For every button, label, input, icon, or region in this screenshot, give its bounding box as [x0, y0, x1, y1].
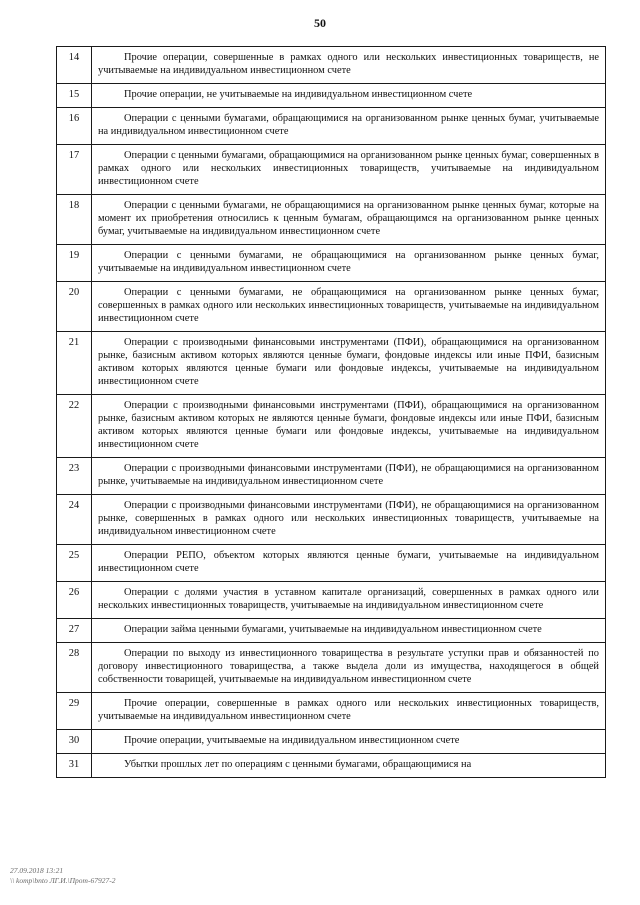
- table-row: [57, 47, 606, 84]
- row-text: Операции с производными финансовыми инструментами (ПФИ), не обращающимися на организованном рынке, совершенных в рамках одного или нескольких инвестиционных товариществ, учитываемые на индивидуальном инвестиционном счете: [98, 500, 599, 537]
- row-number: 20: [57, 282, 92, 332]
- row-text-cell: [92, 84, 606, 108]
- row-number: 19: [57, 245, 92, 282]
- row-text: Убытки прошлых лет по операциям с ценными бумагами, обращающимися на: [124, 759, 472, 770]
- row-number: 16: [57, 108, 92, 145]
- row-text-cell: [92, 545, 606, 582]
- table-row: [57, 245, 606, 282]
- row-number: 23: [57, 458, 92, 495]
- row-text-cell: [92, 619, 606, 643]
- row-number: 18: [57, 195, 92, 245]
- row-text: Операции с ценными бумагами, не обращающимися на организованном рынке ценных бумаг, которые на момент их приобретения относились к ценным бумагам, обращающимся на организованном рынке ценных бумаг, учитываемые на индивидуальном инвестиционном счете: [98, 200, 599, 237]
- page-number: 50: [314, 16, 326, 30]
- table-row: [57, 582, 606, 619]
- row-number: 28: [57, 643, 92, 693]
- row-number: 24: [57, 495, 92, 545]
- table-row: [57, 619, 606, 643]
- row-text-cell: [92, 145, 606, 195]
- row-text: Операции с производными финансовыми инструментами (ПФИ), обращающимися на организованном рынке, базисным активом которых являются ценные бумаги, фондовые индексы или иные ПФИ, базисным активом которых являются ценные бумаги или фондовые индексы, учитываемые на индивидуальном инвестиционном счете: [98, 337, 599, 387]
- table-row: [57, 332, 606, 395]
- stamp-datetime: 27.09.2018 13:21: [10, 866, 64, 875]
- row-text: Прочие операции, не учитываемые на индивидуальном инвестиционном счете: [124, 89, 473, 100]
- table-row: [57, 545, 606, 582]
- table-row: [57, 754, 606, 778]
- row-text-cell: [92, 108, 606, 145]
- table-row: [57, 643, 606, 693]
- row-text-cell: [92, 245, 606, 282]
- row-text: Операции с ценными бумагами, не обращающимися на организованном рынке ценных бумаг, совершенных в рамках одного или нескольких инвестиционных товариществ, учитываемые на индивидуальном инвестиционном счете: [98, 287, 599, 324]
- operations-table: [56, 46, 606, 778]
- row-text-cell: [92, 195, 606, 245]
- row-text: Операции с ценными бумагами, обращающимися на организованном рынке ценных бумаг, учитываемые на индивидуальном инвестиционном счете: [98, 113, 599, 137]
- table-row: [57, 145, 606, 195]
- row-text: Прочие операции, учитываемые на индивидуальном инвестиционном счете: [124, 735, 460, 746]
- table-body: [57, 47, 606, 778]
- table-row: [57, 730, 606, 754]
- row-text: Операции займа ценными бумагами, учитываемые на индивидуальном инвестиционном счете: [124, 624, 542, 635]
- row-text: Прочие операции, совершенные в рамках одного или нескольких инвестиционных товариществ, не учитываемые на индивидуальном инвестиционном счете: [98, 52, 599, 76]
- row-text: Операции с ценными бумагами, обращающимися на организованном рынке ценных бумаг, совершенных в рамках одного или нескольких инвестиционных товариществ, учитываемые на индивидуальном инвестиционном счете: [98, 150, 599, 187]
- row-text-cell: [92, 458, 606, 495]
- table-row: [57, 84, 606, 108]
- row-number: 29: [57, 693, 92, 730]
- row-text: Операции РЕПО, объектом которых являются ценные бумаги, учитываемые на индивидуальном инвестиционном счете: [98, 550, 599, 574]
- stamp-path: \\ komp\bnto ЛГ.И.\Прот-67927-2: [10, 876, 116, 885]
- row-text-cell: [92, 730, 606, 754]
- table-row: [57, 195, 606, 245]
- row-number: 31: [57, 754, 92, 778]
- row-text: Операции с долями участия в уставном капитале организаций, совершенных в рамках одного или нескольких инвестиционных товариществ, учитываемые на индивидуальном инвестиционном счете: [98, 587, 599, 611]
- row-text: Операции по выходу из инвестиционного товарищества в результате уступки прав и обязанностей по договору инвестиционного товарищества, а также выдела доли из имущества, находящегося в общей собственности товарищей, учитываемые на индивидуальном инвестиционном счете: [98, 648, 599, 685]
- row-text-cell: [92, 47, 606, 84]
- row-text: Операции с производными финансовыми инструментами (ПФИ), обращающимися на организованном рынке, базисным активом которых не являются ценные бумаги, фондовые индексы или иные ПФИ, базисным активом которых являются ценные бумаги или фондовые индексы, учитываемые на индивидуальном инвестиционном счете: [98, 400, 599, 450]
- table-row: [57, 693, 606, 730]
- row-text-cell: [92, 495, 606, 545]
- row-number: 22: [57, 395, 92, 458]
- row-number: 25: [57, 545, 92, 582]
- table-row: [57, 458, 606, 495]
- row-number: 17: [57, 145, 92, 195]
- row-text-cell: [92, 332, 606, 395]
- row-text-cell: [92, 395, 606, 458]
- print-stamp: [10, 866, 115, 886]
- row-number: 21: [57, 332, 92, 395]
- table-row: [57, 495, 606, 545]
- row-text-cell: [92, 754, 606, 778]
- row-text-cell: [92, 643, 606, 693]
- table-row: [57, 282, 606, 332]
- row-number: 15: [57, 84, 92, 108]
- row-text-cell: [92, 282, 606, 332]
- table-row: [57, 108, 606, 145]
- row-number: 14: [57, 47, 92, 84]
- row-number: 30: [57, 730, 92, 754]
- row-text-cell: [92, 693, 606, 730]
- row-text: Прочие операции, совершенные в рамках одного или нескольких инвестиционных товариществ, учитываемые на индивидуальном инвестиционном счете: [98, 698, 599, 722]
- table-row: [57, 395, 606, 458]
- row-text-cell: [92, 582, 606, 619]
- row-text: Операции с производными финансовыми инструментами (ПФИ), не обращающимися на организованном рынке, учитываемые на индивидуальном инвестиционном счете: [98, 463, 599, 487]
- row-number: 26: [57, 582, 92, 619]
- row-number: 27: [57, 619, 92, 643]
- row-text: Операции с ценными бумагами, не обращающимися на организованном рынке ценных бумаг, учитываемые на индивидуальном инвестиционном счете: [98, 250, 599, 274]
